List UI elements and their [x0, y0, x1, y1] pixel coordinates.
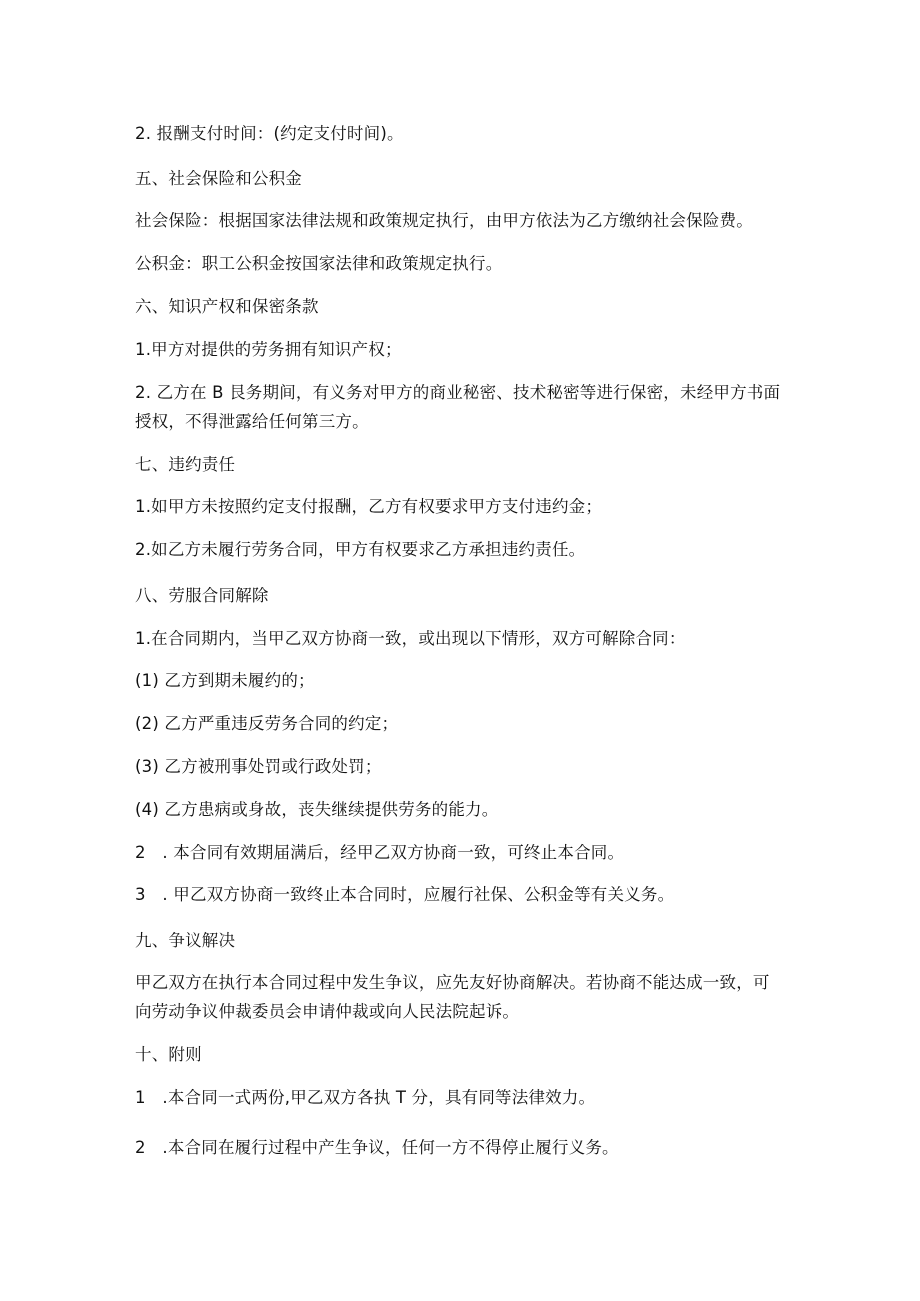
- clause-payment-time: 2. 报酬支付时间：(约定支付时间)。: [135, 124, 404, 143]
- section-heading-supplementary: 十、附则: [135, 1045, 202, 1064]
- clause-continue-performance: 2 .本合同在履行过程中产生争议，任何一方不得停止履行义务。: [135, 1138, 619, 1157]
- list-item-termination-3: (3) 乙方被刑事处罚或行政处罚；: [135, 757, 382, 776]
- clause-social-insurance: 社会保险：根据国家法律法规和政策规定执行，由甲方依法为乙方缴纳社会保险费。: [135, 211, 753, 230]
- clause-confidentiality-line1: 2. 乙方在 B 艮务期间，有义务对甲方的商业秘密、技术秘密等进行保密，未经甲方书面: [135, 383, 781, 402]
- section-heading-social-insurance: 五、社会保险和公积金: [135, 169, 302, 188]
- clause-expiry: 2 . 本合同有效期届满后，经甲乙双方协商一致，可终止本合同。: [135, 843, 625, 862]
- section-heading-dispute: 九、争议解决: [135, 931, 236, 950]
- clause-ip-ownership: 1.甲方对提供的劳务拥有知识产权；: [135, 340, 402, 359]
- list-item-termination-1: (1) 乙方到期未履约的；: [135, 671, 315, 690]
- list-item-termination-2: (2) 乙方严重违反劳务合同的约定；: [135, 714, 399, 733]
- section-heading-ip-confidentiality: 六、知识产权和保密条款: [135, 297, 319, 316]
- clause-breach-party-a: 1.如甲方未按照约定支付报酬，乙方有权要求甲方支付违约金；: [135, 497, 603, 516]
- clause-dispute-line1: 甲乙双方在执行本合同过程中发生争议，应先友好协商解决。若协商不能达成一致，可: [135, 973, 770, 992]
- clause-housing-fund: 公积金：职工公积金按国家法律和政策规定执行。: [135, 254, 503, 273]
- clause-termination-conditions: 1.在合同期内，当甲乙双方协商一致，或出现以下情形，双方可解除合同：: [135, 629, 686, 648]
- list-item-termination-4: (4) 乙方患病或身故，丧失继续提供劳务的能力。: [135, 800, 499, 819]
- clause-breach-party-b: 2.如乙方未履行劳务合同，甲方有权要求乙方承担违约责任。: [135, 540, 586, 559]
- clause-dispute-line2: 向劳动争议仲裁委员会申请仲裁或向人民法院起诉。: [135, 1002, 520, 1021]
- clause-confidentiality-line2: 授权，不得泄露给任何第三方。: [135, 412, 369, 431]
- section-heading-breach: 七、违约责任: [135, 455, 236, 474]
- clause-copies: 1 .本合同一式两份,甲乙双方各执 T 分，具有同等法律效力。: [135, 1088, 596, 1107]
- clause-mutual-termination: 3 . 甲乙双方协商一致终止本合同时，应履行社保、公积金等有关义务。: [135, 885, 675, 904]
- section-heading-termination: 八、劳服合同解除: [135, 586, 269, 605]
